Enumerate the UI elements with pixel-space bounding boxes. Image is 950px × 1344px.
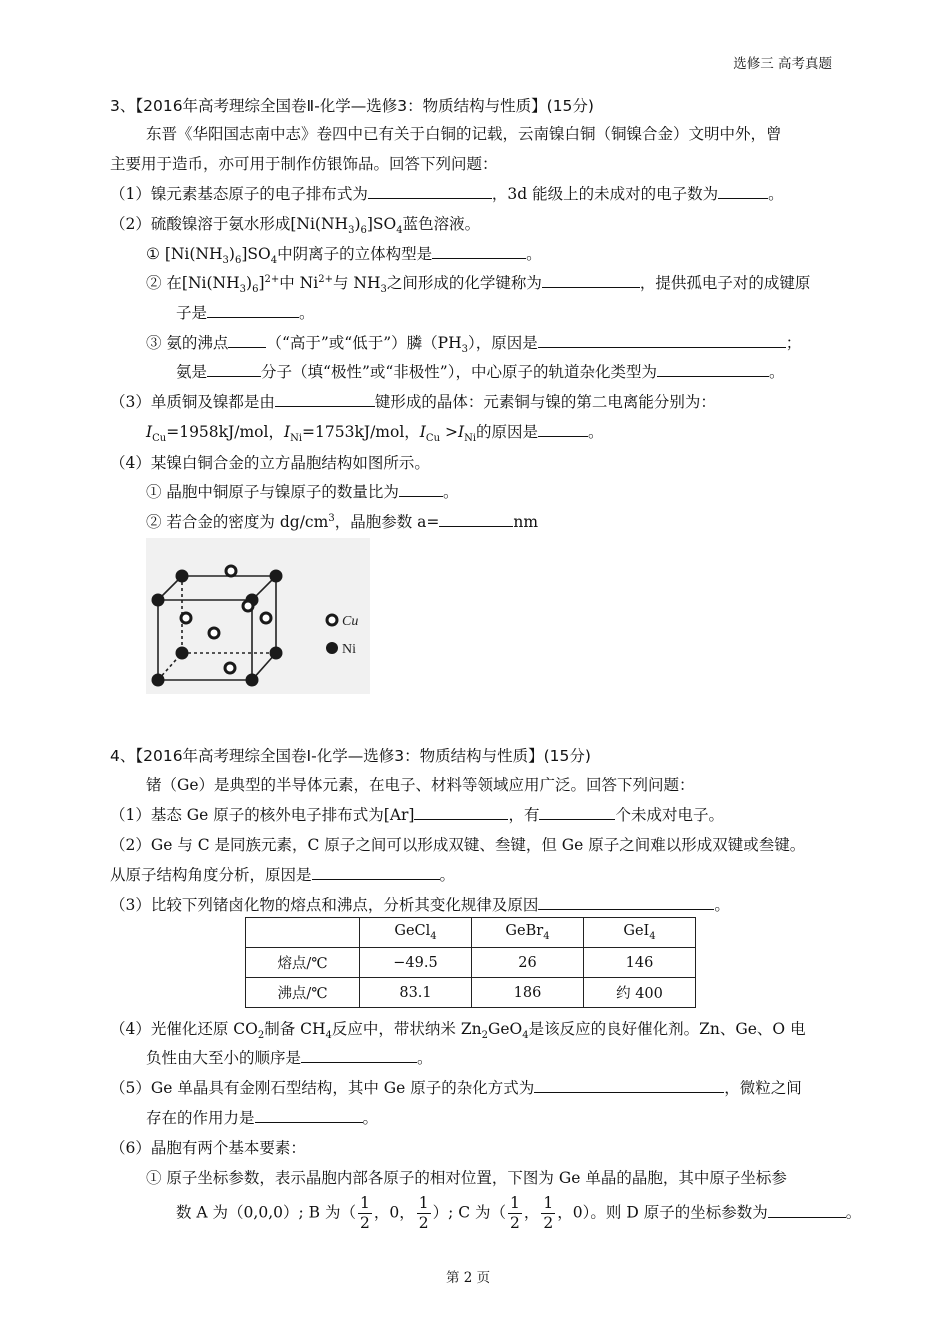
legend-ni-icon xyxy=(326,642,338,654)
fraction: $\frac{1}{2}$ xyxy=(510,1194,520,1232)
answer-blank[interactable] xyxy=(542,273,640,288)
fraction: $\frac{1}{2}$ xyxy=(359,1194,370,1232)
legend-cu-icon xyxy=(327,615,337,625)
answer-blank[interactable] xyxy=(534,1078,724,1093)
answer-blank[interactable] xyxy=(718,184,768,199)
table-header-cell: GeBr$_4$ xyxy=(472,918,584,948)
table-header-cell: GeI$_4$ xyxy=(584,918,696,948)
q3-part4-2: ② 若合金的密度为 $dg/cm^3$，晶胞参数 a= nm xyxy=(146,512,539,531)
cu-atom xyxy=(209,628,219,638)
table-cell: 146 xyxy=(584,948,696,978)
answer-blank[interactable] xyxy=(657,362,769,377)
q4-part2: （2）Ge 与 C 是同族元素，C 原子之间可以形成双键、叁键，但 Ge 原子之间难以形成双键或叁键。 xyxy=(110,836,806,854)
q4-part6-1-cont: 数 A 为（0,0,0）; B 为（ $\frac{1}{2}$ ，0， $\frac{1}{2}$ ）; C 为（ $\frac{1}{2}$ ， $\frac{1}{2}$ ，0）。则 D 原子的坐标参数为 。 xyxy=(176,1194,862,1232)
answer-blank[interactable] xyxy=(538,895,714,910)
answer-blank[interactable] xyxy=(255,1108,363,1123)
q3-part4: （4）某镍白铜合金的立方晶胞结构如图所示。 xyxy=(110,454,430,472)
table-cell: 沸点/℃ xyxy=(246,978,360,1008)
answer-blank[interactable] xyxy=(301,1048,417,1063)
answer-blank[interactable] xyxy=(312,865,440,880)
ni-atom xyxy=(176,570,189,583)
q3-part2-1: ① $[Ni(NH_3)_6]SO_4$中阴离子的立体构型是 。 xyxy=(146,245,542,267)
answer-blank[interactable] xyxy=(432,244,526,259)
table-cell: −49.5 xyxy=(360,948,472,978)
table-cell: 熔点/℃ xyxy=(246,948,360,978)
table-cell: 186 xyxy=(472,978,584,1008)
q3-part2-2-cont: 子是 。 xyxy=(176,304,315,322)
q3-part2-2: ② 在$[Ni(NH_3)_6]^{2+}$中 $Ni^{2+}$与 $NH_3$之间形成的化学键称为 ，提供孤电子对的成键原 xyxy=(146,273,811,296)
legend-ni-label: Ni xyxy=(342,642,356,657)
cu-atom xyxy=(243,601,253,611)
cu-atom xyxy=(226,566,236,576)
q4-part4-cont: 负性由大至小的顺序是 。 xyxy=(146,1049,433,1067)
legend-cu-label: Cu xyxy=(342,614,359,629)
ni-atom xyxy=(152,594,165,607)
q4-part5-cont: 存在的作用力是 。 xyxy=(146,1109,379,1127)
answer-blank[interactable] xyxy=(228,333,266,348)
q4-part5: （5）Ge 单晶具有金刚石型结构，其中 Ge 原子的杂化方式为 ，微粒之间 xyxy=(110,1079,802,1097)
q3-part2-3: ③ 氨的沸点 （“高于”或“低于”）膦$(PH_3)$，原因是 ； xyxy=(146,334,802,356)
q3-part2-3-cont: 氨是 分子（填“极性”或“非极性”），中心原子的轨道杂化类型为 。 xyxy=(176,363,785,381)
ni-atom xyxy=(270,570,283,583)
answer-blank[interactable] xyxy=(439,512,513,527)
table-header-cell: GeCl$_4$ xyxy=(360,918,472,948)
q3-part1: （1）镍元素基态原子的电子排布式为 ，3d 能级上的未成对的电子数为 。 xyxy=(110,185,784,203)
answer-blank[interactable] xyxy=(768,1203,846,1218)
q3-intro-1: 东晋《华阳国志南中志》卷四中已有关于白铜的记载，云南镍白铜（铜镍合金）文明中外，曾 xyxy=(146,125,782,143)
q4-part1: （1）基态 Ge 原子的核外电子排布式为[Ar] ，有 个未成对电子。 xyxy=(110,806,724,824)
answer-blank[interactable] xyxy=(275,392,375,407)
answer-blank[interactable] xyxy=(207,362,261,377)
table-row xyxy=(246,978,696,1008)
table-cell: 26 xyxy=(472,948,584,978)
crystal-cell-diagram xyxy=(146,538,370,694)
ni-atom xyxy=(246,674,259,687)
answer-blank[interactable] xyxy=(539,805,615,820)
crystal-cell-figure xyxy=(146,538,370,694)
answer-blank[interactable] xyxy=(368,184,492,199)
q4-part3: （3）比较下列锗卤化物的熔点和沸点，分析其变化规律及原因 。 xyxy=(110,896,730,914)
answer-blank[interactable] xyxy=(538,333,786,348)
germanium-halide-table xyxy=(245,917,696,1008)
table-cell xyxy=(246,918,360,948)
answer-blank[interactable] xyxy=(414,805,508,820)
q3-intro-2: 主要用于造币，亦可用于制作仿银饰品。回答下列问题： xyxy=(110,155,498,173)
answer-blank[interactable] xyxy=(538,422,588,437)
q4-part6-1: ① 原子坐标参数，表示晶胞内部各原子的相对位置，下图为 Ge 单晶的晶胞，其中原子坐标参 xyxy=(146,1169,787,1187)
ni-atom xyxy=(270,647,283,660)
q4-title: 4、【2016年高考理综全国卷Ⅰ-化学—选修3：物质结构与性质】(15分) xyxy=(110,747,591,765)
q3-part2: （2）硫酸镍溶于氨水形成$[Ni(NH_3)_6]SO_4$蓝色溶液。 xyxy=(110,215,481,237)
q4-part6: （6）晶胞有两个基本要素： xyxy=(110,1139,306,1157)
table-cell: 83.1 xyxy=(360,978,472,1008)
page-footer: 第 2 页 xyxy=(446,1270,491,1286)
q4-part2-cont: 从原子结构角度分析，原因是 。 xyxy=(110,866,456,884)
q4-intro: 锗（Ge）是典型的半导体元素，在电子、材料等领域应用广泛。回答下列问题： xyxy=(146,776,695,794)
ni-atom xyxy=(152,674,165,687)
cu-atom xyxy=(261,613,271,623)
table-header-row xyxy=(246,918,696,948)
table-cell: 约 400 xyxy=(584,978,696,1008)
q3-part3: （3）单质铜及镍都是由 键形成的晶体：元素铜与镍的第二电离能分别为： xyxy=(110,393,716,411)
fraction: $\frac{1}{2}$ xyxy=(418,1194,429,1232)
page-header: 选修三 高考真题 xyxy=(733,56,832,72)
q4-part4: （4）光催化还原 $CO_2$制备 $CH_4$反应中，带状纳米 $Zn_2GeO_4$是该反应的良好催化剂。Zn、Ge、O 电 xyxy=(110,1020,806,1042)
q3-title: 3、【2016年高考理综全国卷Ⅱ-化学—选修3：物质结构与性质】(15分) xyxy=(110,97,594,115)
fraction: $\frac{1}{2}$ xyxy=(543,1194,554,1232)
q3-part4-1: ① 晶胞中铜原子与镍原子的数量比为 。 xyxy=(146,483,459,501)
cu-atom xyxy=(225,663,235,673)
answer-blank[interactable] xyxy=(207,303,299,318)
ni-atom xyxy=(176,647,189,660)
answer-blank[interactable] xyxy=(399,482,443,497)
cu-atom xyxy=(181,613,191,623)
q3-part3-cont: $I_{Cu}=1958kJ$/mol，$I_{Ni}=1753kJ$/mol，$I_{Cu} >I_{Ni}$的原因是 。 xyxy=(146,423,604,445)
table-row xyxy=(246,948,696,978)
